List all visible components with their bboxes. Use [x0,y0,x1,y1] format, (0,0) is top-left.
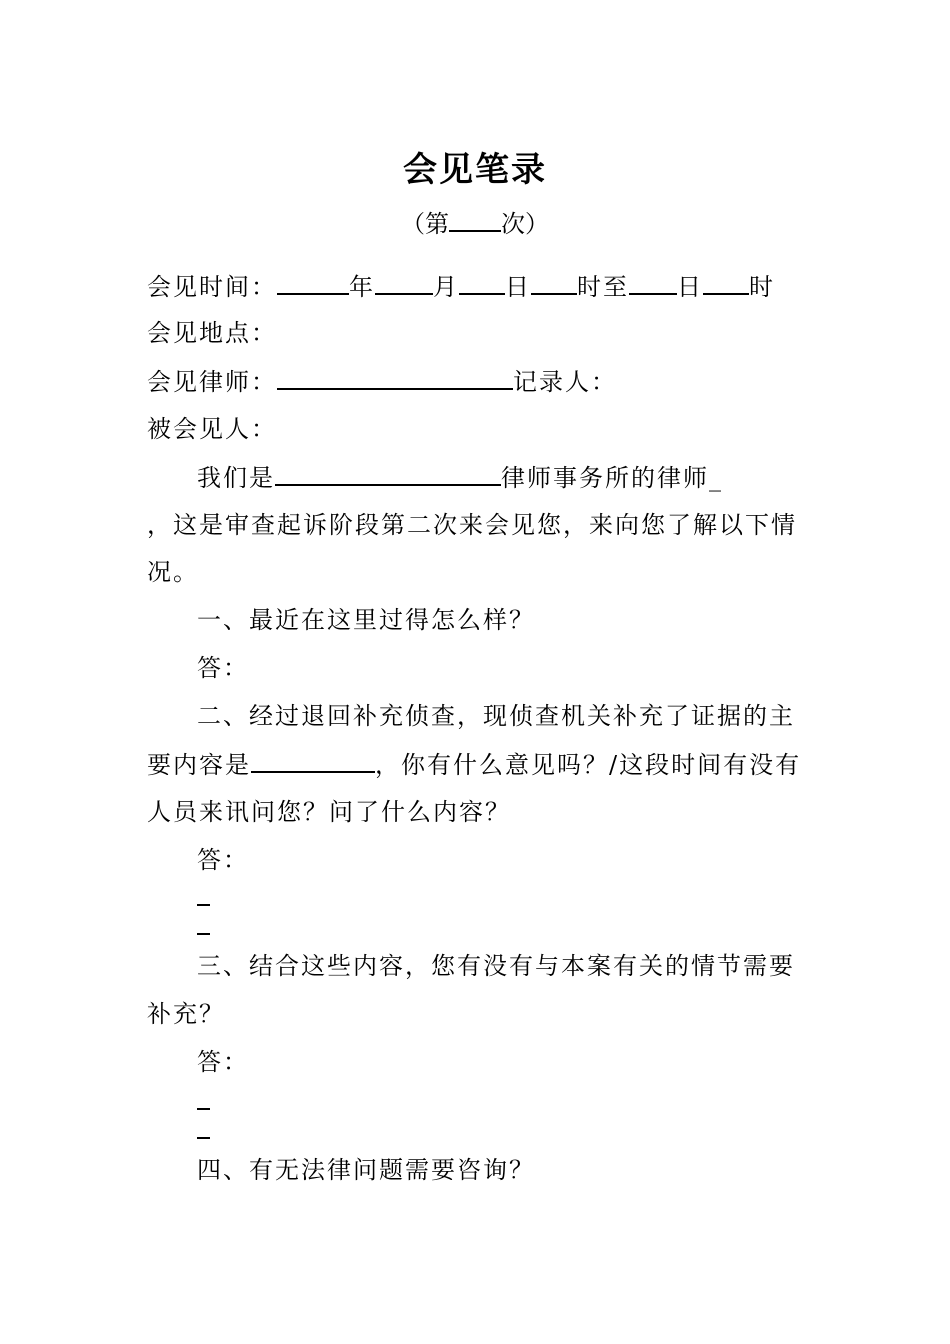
meeting-time-label: 会见时间： [147,273,277,301]
month-blank [375,271,433,295]
question-1: 一、最近在这里过得怎么样？ [197,606,535,634]
meeting-place-row [147,318,277,348]
lawyer-blank [277,366,513,390]
recorder-label: 记录人： [513,368,617,396]
answer-1-label: 答： [197,654,249,682]
answer-2-label: 答： [197,846,249,874]
question-3-line-1: 三、结合这些内容，您有没有与本案有关的情节需要 [197,952,795,980]
hour2-blank [703,271,749,295]
hour2-label: 时 [749,273,775,301]
lawyer-label: 会见律师： [147,368,277,396]
intro-line-2: ，这是审查起诉阶段第二次来会见您，来向您了解以下情 [147,511,797,539]
day-label: 日 [505,273,531,301]
month-label: 月 [433,273,459,301]
meeting-place-label: 会见地点： [147,319,277,347]
session-blank [449,208,501,232]
session-close: 次） [501,210,549,238]
page-title: 会见笔录 [403,150,547,190]
answer-2-line-2 [197,933,210,935]
interviewee-row [147,414,277,444]
session-open: （第 [401,210,449,238]
meeting-time-row [147,271,775,302]
intro-line-3: 况。 [147,558,199,586]
intro-part1: 我们是 [197,464,275,492]
evidence-blank [251,749,375,773]
answer-3-line-1 [197,1108,210,1110]
intro-line-1 [197,462,723,493]
question-3-line-2: 补充？ [147,1000,225,1028]
lawyer-row [147,366,617,397]
interviewee-label: 被会见人： [147,415,277,443]
hour-to-label: 时至 [577,273,629,301]
year-blank [277,271,349,295]
session-number [0,204,950,239]
question-4: 四、有无法律问题需要咨询？ [197,1156,535,1184]
day2-label: 日 [677,273,703,301]
year-label: 年 [349,273,375,301]
answer-3-label: 答： [197,1048,249,1076]
answer-3-line-2 [197,1137,210,1139]
hour-blank [531,271,577,295]
question-2-part-a: 要内容是 [147,751,251,779]
answer-2-line-1 [197,904,210,906]
law-firm-blank [275,462,501,486]
day2-blank [629,271,677,295]
intro-part2: 律师事务所的律师_ [501,464,723,492]
question-2-line-3: 人员来讯问您？问了什么内容？ [147,798,511,826]
question-2-part-b: ，你有什么意见吗？/这段时间有没有 [375,751,802,779]
question-2-line-1: 二、经过退回补充侦查，现侦查机关补充了证据的主 [197,702,795,730]
question-2-line-2 [147,749,801,780]
day-blank [459,271,505,295]
